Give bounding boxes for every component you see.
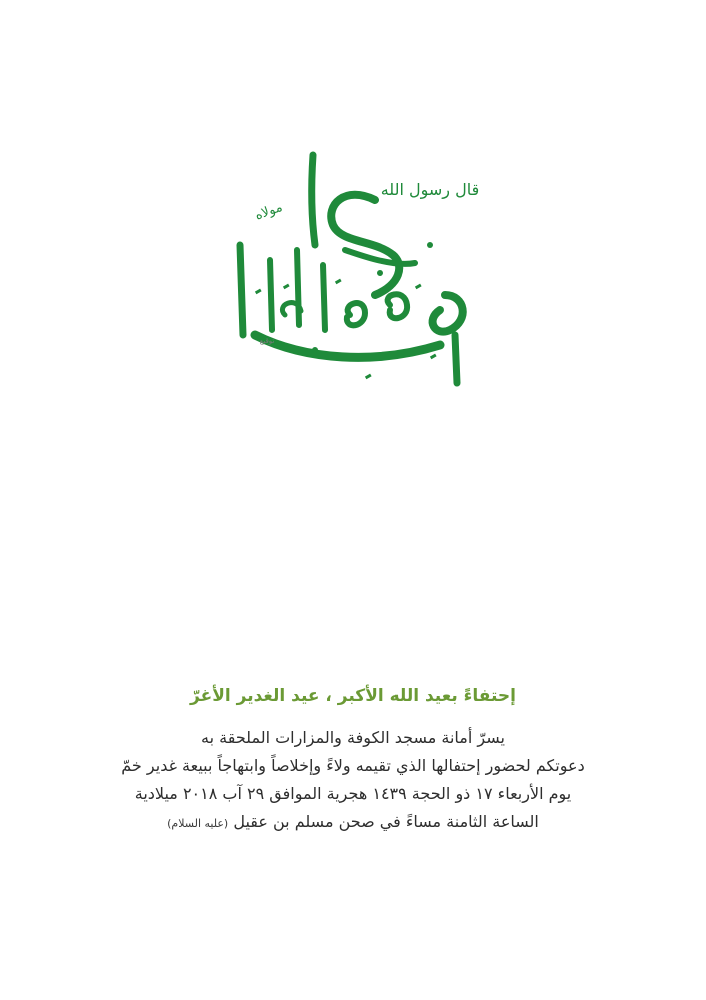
- venue-text: الساعة الثامنة مساءً في صحن مسلم بن عقيل: [233, 812, 539, 831]
- invitation-line-3: يوم الأربعاء ١٧ ذو الحجة ١٤٣٩ هجرية الموافق ٢٩ آب ٢٠١٨ ميلادية: [134, 784, 572, 803]
- artist-signature: توقيع: [259, 337, 275, 345]
- honorific-suffix: (عليه السلام): [167, 817, 229, 830]
- side-word: مولاه: [253, 199, 285, 224]
- invitation-line-4: [0, 808, 706, 836]
- header-phrase: قال رسول الله: [380, 180, 480, 199]
- calligraphy-emblem: [225, 145, 485, 390]
- invitation-text-block: [0, 682, 706, 836]
- invitation-line-2: دعوتكم لحضور إحتفالها الذي تقيمه ولاءً وإخلاصاً وابتهاجاً ببيعة غدير خمّ: [121, 756, 585, 775]
- invitation-line-1: يسرّ أمانة مسجد الكوفة والمزارات الملحقة به: [201, 728, 505, 747]
- invitation-heading: إحتفاءً بعيد الله الأكبر ، عيد الغدير الأغرّ: [190, 686, 516, 706]
- calligraphy-artwork: [225, 145, 485, 390]
